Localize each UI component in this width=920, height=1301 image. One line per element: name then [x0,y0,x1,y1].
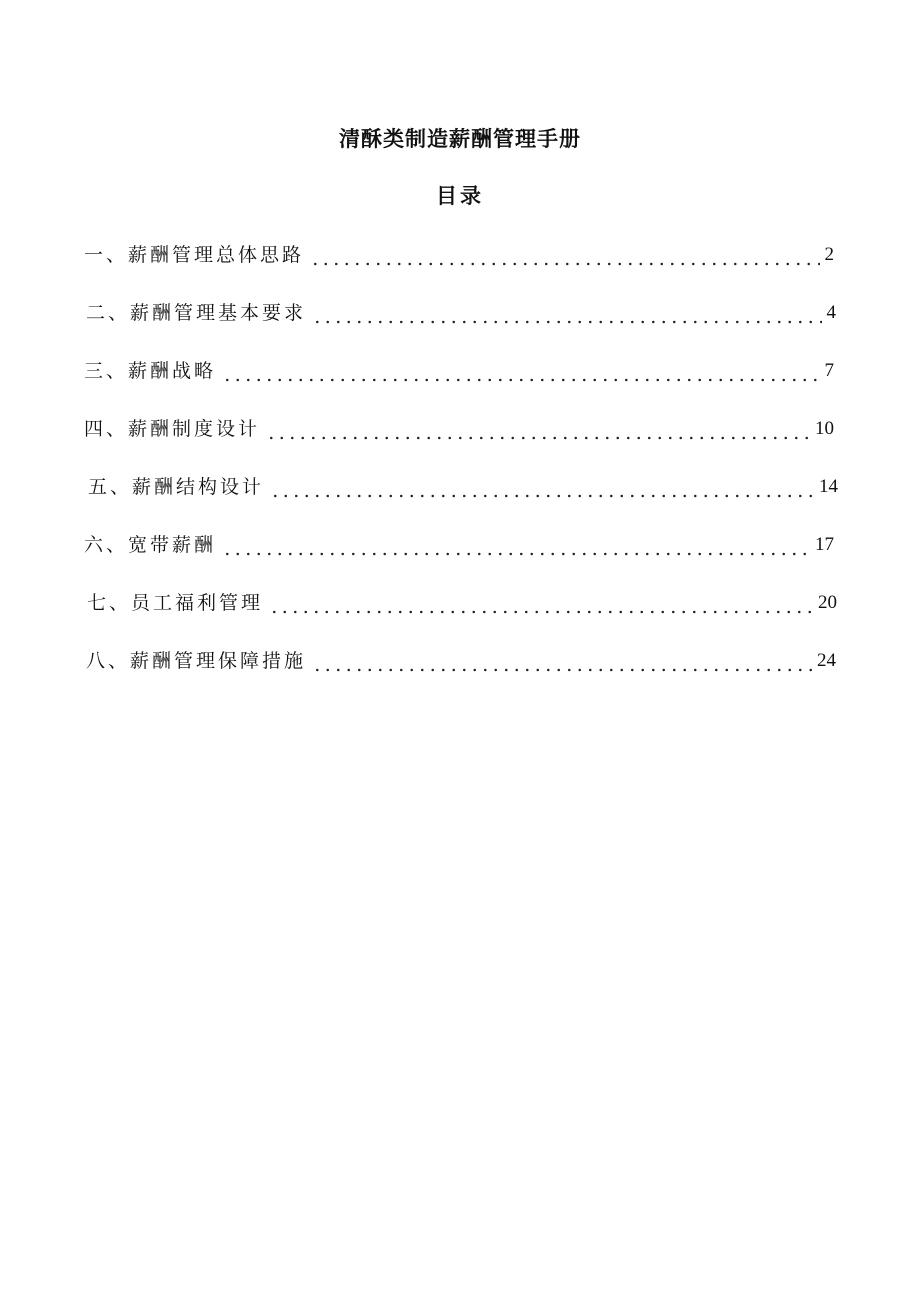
toc-entry-label: 二、薪酬管理基本要求 [86,302,307,324]
toc-dot-leader [222,356,820,386]
toc-entry-2[interactable] [86,298,836,328]
toc-entry-7[interactable] [87,588,837,618]
toc-entry-8[interactable] [86,646,836,676]
toc-entry-4[interactable] [84,414,834,444]
toc-entry-label: 四、薪酬制度设计 [84,418,261,440]
toc-entry-3[interactable] [84,356,834,386]
toc-entry-5[interactable] [88,472,838,502]
toc-entry-page-number: 20 [818,592,837,613]
document-title: 清酥类制造薪酬管理手册 [339,127,581,151]
toc-entry-label: 三、薪酬战略 [84,360,217,382]
toc-heading: 目录 [436,184,484,208]
toc-entry-1[interactable] [84,240,834,270]
toc-entry-page-number: 2 [824,244,834,265]
toc-dot-leader [312,298,822,328]
toc-entry-page-number: 17 [815,534,834,555]
toc-dot-leader [269,588,814,618]
toc-dot-leader [222,530,811,560]
toc-entry-label: 七、员工福利管理 [87,592,264,614]
toc-entry-page-number: 4 [826,302,836,323]
toc-entry-label: 一、薪酬管理总体思路 [84,244,305,266]
toc-entry-label: 八、薪酬管理保障措施 [86,650,307,672]
toc-entry-page-number: 14 [819,476,838,497]
toc-entry-6[interactable] [84,530,834,560]
toc-entry-label: 五、薪酬结构设计 [88,476,265,498]
toc-entry-page-number: 7 [824,360,834,381]
toc-dot-leader [310,240,820,270]
toc-entry-page-number: 24 [817,650,836,671]
toc-dot-leader [266,414,811,444]
toc-dot-leader [312,646,813,676]
toc-entry-label: 六、宽带薪酬 [84,534,217,556]
toc-entry-page-number: 10 [815,418,834,439]
toc-dot-leader [270,472,815,502]
